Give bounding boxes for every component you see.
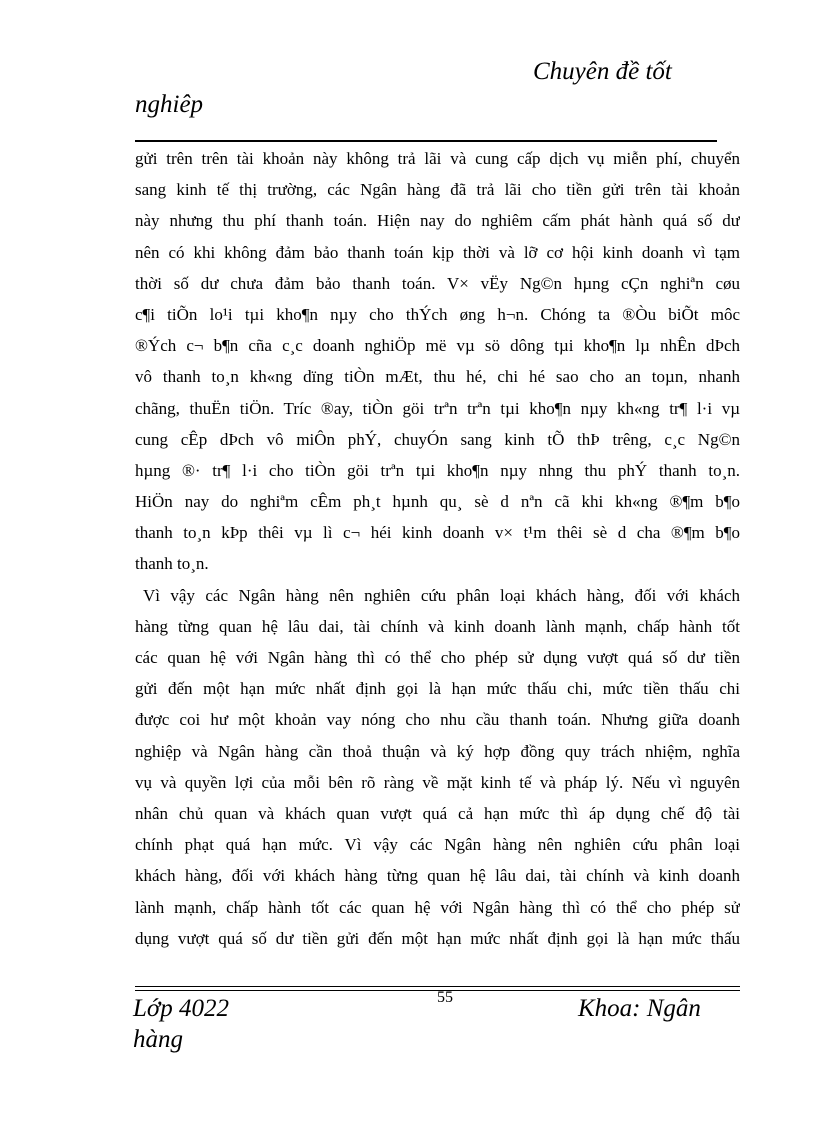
header-title-continued: nghiêp xyxy=(135,91,204,118)
footer-class-line2: hàng xyxy=(133,1026,183,1053)
body-line: vô thanh to¸n kh«ng dïng tiÒn mÆt, thu hé, chi hé sao cho an toµn, nhanh xyxy=(135,367,740,387)
body-line: thanh to¸n. xyxy=(135,554,209,574)
body-line: gửi trên trên tài khoản này không trả lãi và cung cấp dịch vụ miễn phí, chuyển xyxy=(135,149,740,168)
page-number: 55 xyxy=(437,989,453,1006)
footer-rule xyxy=(135,986,740,987)
body-line: nghiệp và Ngân hàng cần thoả thuận và ký hợp đồng quy trách nhiệm, nghĩa xyxy=(135,741,740,761)
body-line: gửi đến một hạn mức nhất định gọi là hạn mức thấu chi, mức tiền thấu chi xyxy=(135,679,740,699)
body-line: được coi hư một khoản vay nóng cho nhu cầu thanh toán. Nhưng giữa doanh xyxy=(135,710,740,730)
body-line: hàng từng quan hệ lâu dai, tài chính và kinh doanh lành mạnh, chấp hành tốt xyxy=(135,616,740,636)
header-title: Chuyên đề tốt xyxy=(533,58,672,85)
body-text xyxy=(135,143,740,954)
footer-class xyxy=(133,993,229,1055)
body-line: hµng ®· tr¶ l·i cho tiÒn göi trªn tµi kho¶n nµy nhng thu phÝ thanh to¸n. xyxy=(135,460,740,480)
body-line: cung cÊp dÞch vô miÔn phÝ, chuyÓn sang kinh tÕ thÞ trêng, c¸c Ng©n xyxy=(135,429,740,449)
body-line: các quan hệ với Ngân hàng thì có thể cho phép sử dụng vượt quá số dư tiền xyxy=(135,648,740,667)
body-line: nên có khi không đảm bảo thanh toán kịp thời và lỡ cơ hội kinh doanh vì tạm xyxy=(135,242,740,262)
body-line: chãng, thuËn tiÖn. Tríc ®ay, tiÒn göi trªn trªn tµi kho¶n nµy kh«ng tr¶ l·i vµ xyxy=(135,398,740,418)
footer-class-line1: Lớp 4022 xyxy=(133,995,229,1022)
body-line: sang kinh tế thị trường, các Ngân hàng đã trả lãi cho tiền gửi trên tài khoản xyxy=(135,180,740,200)
body-line: vụ và quyền lợi của mỗi bên rõ ràng về mặt kinh tế và pháp lý. Nếu vì nguyên xyxy=(135,772,740,792)
body-line: Vì vậy các Ngân hàng nên nghiên cứu phân loại khách hàng, đối với khách xyxy=(143,585,740,605)
body-line: chính phạt quá hạn mức. Vì vậy các Ngân hàng nên nghiên cứu phân loại xyxy=(135,835,740,855)
header-rule xyxy=(135,140,717,142)
body-line: thời số dư chưa đảm bảo thanh toán. V× vËy Ng©n hµng cÇn nghiªn cøu xyxy=(135,273,740,293)
body-line: này nhưng thu phí thanh toán. Hiện nay do nghiêm cấm phát hành quá số dư xyxy=(135,211,740,231)
body-line: dụng vượt quá số dư tiền gửi đến một hạn mức nhất định gọi là hạn mức thấu xyxy=(135,928,740,948)
body-line: thanh to¸n kÞp thêi vµ lì c¬ héi kinh doanh v× t¹m thêi sè d cha ®¶m b¶o xyxy=(135,523,740,543)
body-line: c¶i tiÕn lo¹i tµi kho¶n nµy cho thÝch øng h¬n. Chóng ta ®Òu biÕt môc xyxy=(135,304,740,324)
body-line: ®Ých c¬ b¶n cña c¸c doanh nghiÖp më vµ sö dông tµi kho¶n lµ nhÊn dÞch xyxy=(135,336,740,356)
body-line: lành mạnh, chấp hành tốt các quan hệ với Ngân hàng thì có thể cho phép sử xyxy=(135,897,740,917)
footer-faculty: Khoa: Ngân xyxy=(578,995,701,1022)
body-line: HiÖn nay do nghiªm cÊm ph¸t hµnh qu¸ sè d nªn cã khi kh«ng ®¶m b¶o xyxy=(135,492,740,512)
body-line: khách hàng, đối với khách hàng từng quan hệ lâu dai, tài chính và kinh doanh xyxy=(135,866,740,886)
body-line: nhân chủ quan và khách quan vượt quá cả hạn mức thì áp dụng chế độ tài xyxy=(135,803,740,823)
